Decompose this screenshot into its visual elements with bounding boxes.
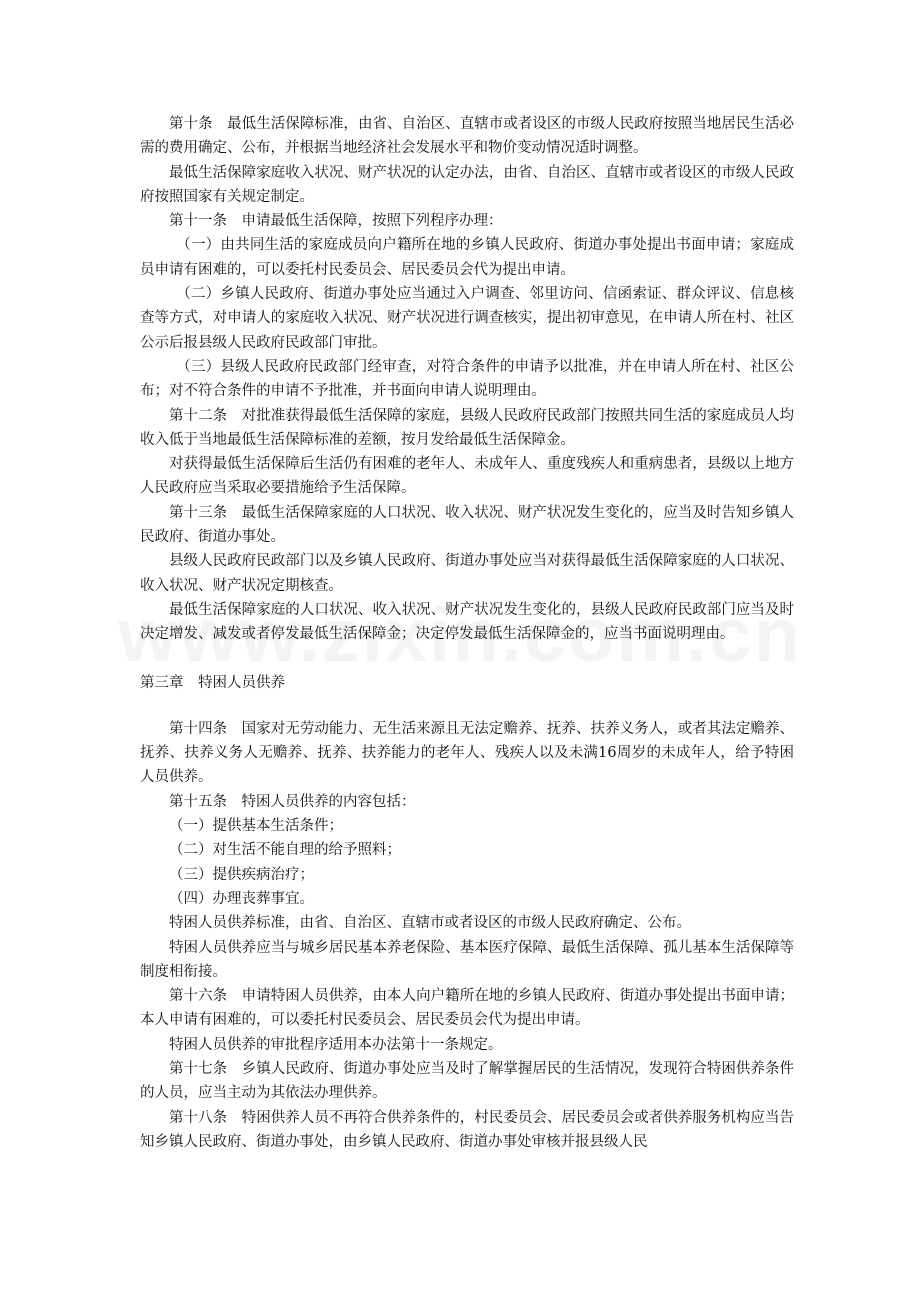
article-paragraph: 第十四条 国家对无劳动能力、无生活来源且无法定赡养、抚养、扶养义务人，或者其法定赡养、抚养、扶养义务人无赡养、抚养、扶养能力的老年人、残疾人以及未满16周岁的未成年人，给予特困人员供养。 (140, 720, 794, 786)
body-paragraph: 最低生活保障家庭的人口状况、收入状况、财产状况发生变化的，县级人民政府民政部门应当及时决定增发、减发或者停发最低生活保障金；决定停发最低生活保障金的，应当书面说明理由。 (140, 601, 794, 643)
list-item-paragraph: （一）提供基本生活条件； (169, 818, 343, 835)
list-item-paragraph: （三）提供疾病治疗； (169, 866, 314, 883)
list-item-paragraph: （四）办理丧葬事宜。 (169, 890, 314, 907)
article-paragraph: 第十七条 乡镇人民政府、街道办事处应当及时了解掌握居民的生活情况，发现符合特困供养条件的人员，应当主动为其依法办理供养。 (140, 1060, 794, 1102)
article-paragraph: 第十五条 特困人员供养的内容包括： (169, 793, 416, 810)
article-paragraph: 第十一条 申请最低生活保障，按照下列程序办理： (169, 213, 503, 230)
body-paragraph: 对获得最低生活保障后生活仍有困难的老年人、未成年人、重度残疾人和重病患者，县级以上地方人民政府应当采取必要措施给予生活保障。 (140, 456, 794, 497)
chapter-heading: 第三章 特困人员供养 (140, 674, 285, 691)
section-minimum-living-security (140, 112, 794, 647)
list-item-paragraph: （二）对生活不能自理的给予照料； (169, 842, 401, 859)
article-paragraph: 第十条 最低生活保障标准，由省、自治区、直辖市或者设区的市级人民政府按照当地居民生活必需的费用确定、公布，并根据当地经济社会发展水平和物价变动情况适时调整。 (140, 116, 794, 157)
article-paragraph: 第十二条 对批准获得最低生活保障的家庭，县级人民政府民政部门按照共同生活的家庭成员人均收入低于当地最低生活保障标准的差额，按月发给最低生活保障金。 (140, 407, 794, 448)
body-paragraph: 最低生活保障家庭收入状况、财产状况的认定办法，由省、自治区、直辖市或者设区的市级人民政府按照国家有关规定制定。 (140, 164, 794, 205)
list-item-paragraph: （一）由共同生活的家庭成员向户籍所在地的乡镇人民政府、街道办事处提出书面申请；家庭成员申请有困难的，可以委托村民委员会、居民委员会代为提出申请。 (140, 237, 794, 278)
body-paragraph: 特困人员供养的审批程序适用本办法第十一条规定。 (169, 1036, 503, 1053)
article-paragraph: 第十六条 申请特困人员供养，由本人向户籍所在地的乡镇人民政府、街道办事处提出书面申请；本人申请有困难的，可以委托村民委员会、居民委员会代为提出申请。 (140, 988, 794, 1029)
list-item-paragraph: （三）县级人民政府民政部门经审查，对符合条件的申请予以批准，并在申请人所在村、社区公布；对不符合条件的申请不予批准，并书面向申请人说明理由。 (140, 358, 794, 400)
article-paragraph: 第十三条 最低生活保障家庭的人口状况、收入状况、财产状况发生变化的，应当及时告知乡镇人民政府、街道办事处。 (140, 504, 794, 546)
section-special-hardship-support (140, 717, 794, 1154)
body-paragraph: 县级人民政府民政部门以及乡镇人民政府、街道办事处应当对获得最低生活保障家庭的人口状况、收入状况、财产状况定期核查。 (140, 553, 794, 594)
list-item-paragraph: （二）乡镇人民政府、街道办事处应当通过入户调查、邻里访问、信函索证、群众评议、信息核查等方式，对申请人的家庭收入状况、财产状况进行调查核实，提出初审意见，在申请人所在村、社区公示后报县级人民政府民政部门审批。 (140, 286, 794, 351)
document-page (140, 112, 794, 1154)
body-paragraph: 特困人员供养标准，由省、自治区、直辖市或者设区的市级人民政府确定、公布。 (169, 915, 691, 932)
article-paragraph: 第十八条 特困供养人员不再符合供养条件的，村民委员会、居民委员会或者供养服务机构应当告知乡镇人民政府、街道办事处，由乡镇人民政府、街道办事处审核并报县级人民 (140, 1109, 794, 1150)
body-paragraph: 特困人员供养应当与城乡居民基本养老保险、基本医疗保障、最低生活保障、孤儿基本生活保障等制度相衔接。 (140, 939, 794, 980)
